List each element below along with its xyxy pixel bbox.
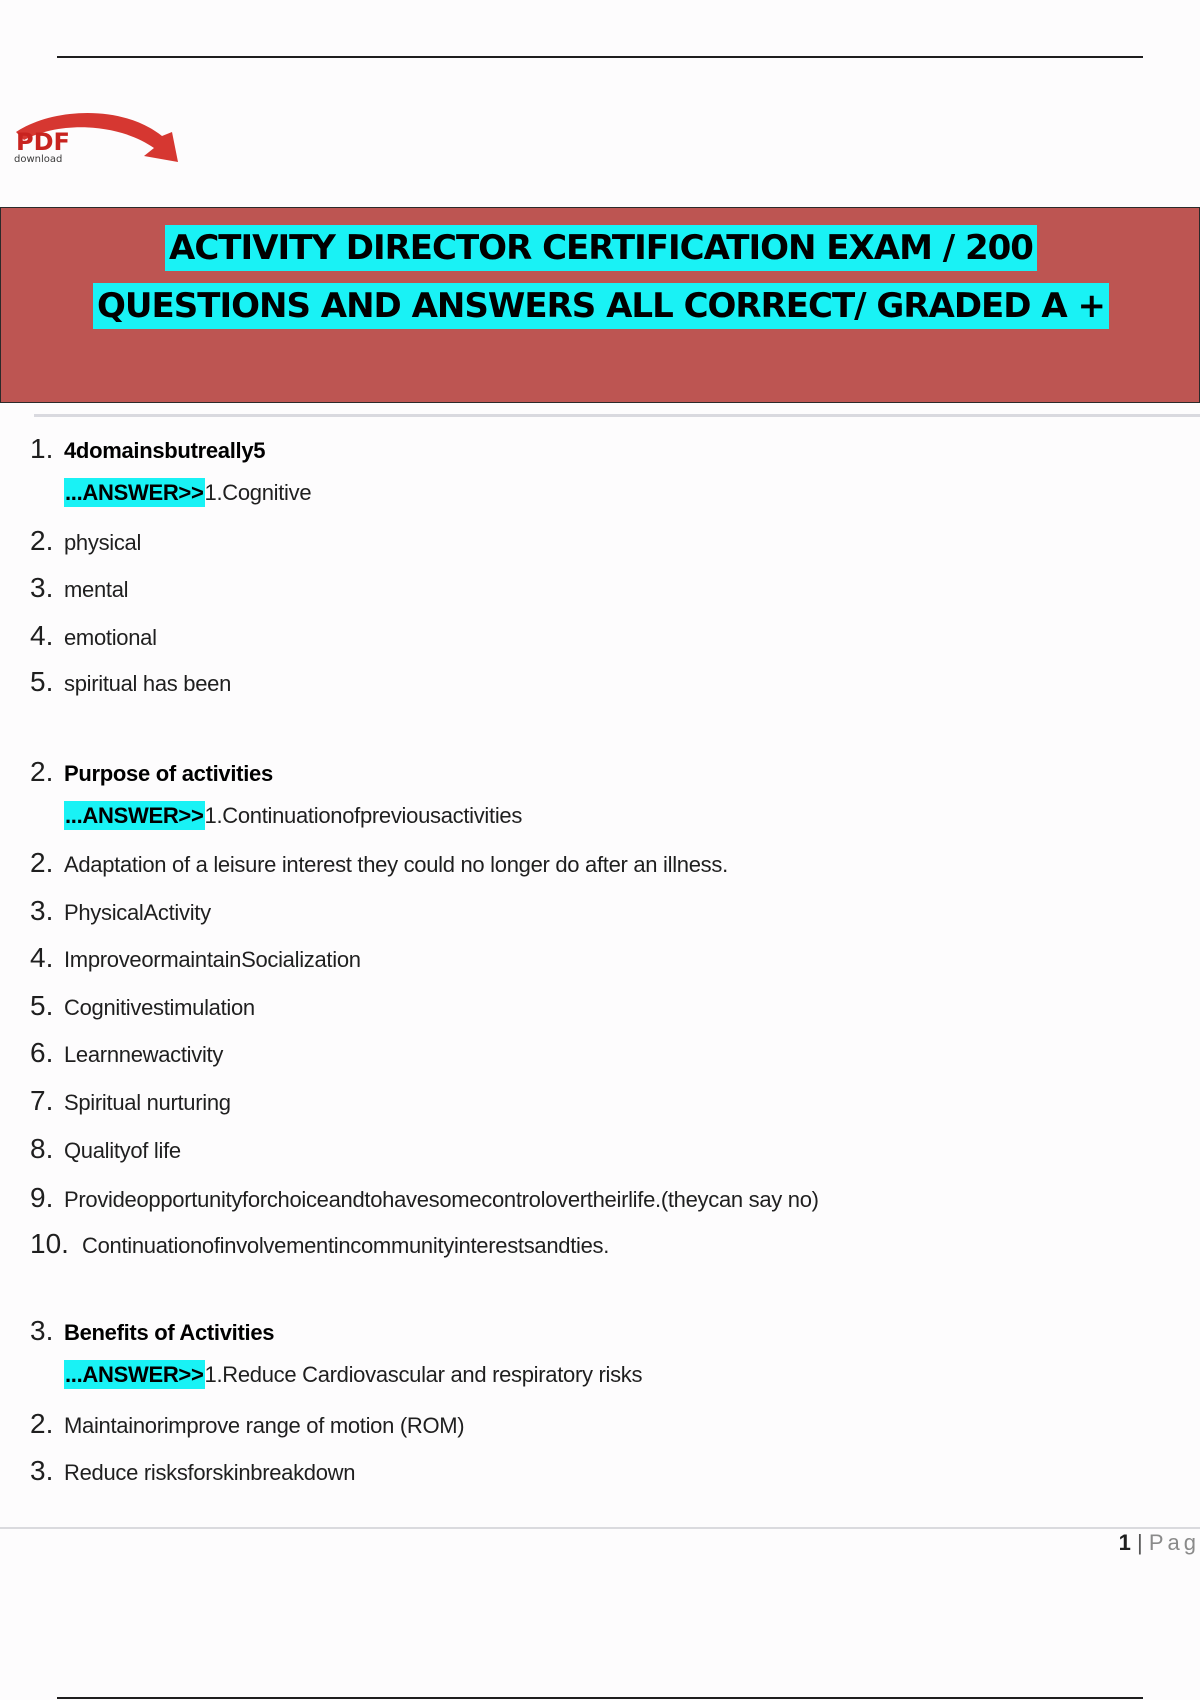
question-number: 1. [30, 433, 54, 464]
question-number: 2. [30, 756, 54, 787]
list-item-text: mental [64, 577, 129, 602]
list-item-text: physical [64, 530, 142, 555]
answer-first-item: 1.Continuationofpreviousactivities [204, 803, 523, 828]
answer-first-item: 1.Reduce Cardiovascular and respiratory risks [204, 1362, 643, 1387]
document-title-2: QUESTIONS AND ANSWERS ALL CORRECT/ GRADED A + [93, 283, 1109, 329]
top-rule [57, 56, 1143, 58]
list-item-text: Reduce risksforskinbreakdown [64, 1460, 356, 1485]
list-item-text: spiritual has been [64, 671, 232, 696]
answer-label: ...ANSWER>> [65, 480, 204, 505]
list-item-number: 3. [30, 572, 54, 603]
list-item-text: Learnnewactivity [64, 1042, 224, 1067]
title-line-1 [1, 228, 1200, 268]
list-item-number: 6. [30, 1037, 54, 1068]
list-item-text: Cognitivestimulation [64, 995, 255, 1020]
list-item-number: 9. [30, 1182, 54, 1213]
answer-label: ...ANSWER>> [65, 803, 204, 828]
footer-divider [0, 1527, 1200, 1529]
list-item-text: ImproveormaintainSocialization [64, 947, 361, 972]
list-item-number: 2. [30, 525, 54, 556]
page-label: Pag [1148, 1530, 1200, 1555]
question-title: Benefits of Activities [64, 1320, 275, 1345]
list-item-number: 5. [30, 990, 54, 1021]
bottom-rule [57, 1697, 1143, 1699]
list-item-number: 4. [30, 942, 54, 973]
answer-3 [64, 1362, 642, 1392]
list-item-text: emotional [64, 625, 157, 650]
banner-divider [34, 414, 1200, 417]
document-title-1: ACTIVITY DIRECTOR CERTIFICATION EXAM / 200 [165, 225, 1037, 271]
list-item-number: 2. [30, 847, 54, 878]
list-item-text: Continuationofinvolvementincommunityinterestsandties. [82, 1233, 610, 1258]
title-line-2 [1, 286, 1200, 326]
list-item-number: 10. [30, 1228, 69, 1259]
list-item-text: Maintainorimprove range of motion (ROM) [64, 1413, 465, 1438]
list-item-text: PhysicalActivity [64, 900, 211, 925]
logo-subtext: download [14, 154, 63, 165]
question-title: Purpose of activities [64, 761, 273, 786]
answer-2 [64, 803, 522, 833]
pdf-arrow-icon [12, 110, 182, 170]
page-separator: | [1137, 1530, 1143, 1555]
list-item-number: 4. [30, 620, 54, 651]
question-number: 3. [30, 1315, 54, 1346]
list-item-number: 3. [30, 895, 54, 926]
answer-label: ...ANSWER>> [65, 1362, 204, 1387]
question-title: 4domainsbutreally5 [64, 438, 266, 463]
list-item-text: Adaptation of a leisure interest they could no longer do after an illness. [64, 852, 728, 877]
logo-pdf-text: PDF [16, 128, 70, 156]
list-item-number: 2. [30, 1408, 54, 1439]
list-item-number: 7. [30, 1085, 54, 1116]
page-number-value: 1 [1118, 1530, 1131, 1555]
pdf-download-logo [12, 110, 182, 170]
list-item-text: Spiritual nurturing [64, 1090, 231, 1115]
list-item-text: Qualityof life [64, 1138, 181, 1163]
answer-1 [64, 480, 311, 510]
title-banner [0, 207, 1200, 403]
list-item-number: 5. [30, 666, 54, 697]
answer-first-item: 1.Cognitive [204, 480, 312, 505]
list-item-number: 3. [30, 1455, 54, 1486]
list-item-number: 8. [30, 1133, 54, 1164]
page-number [1119, 1530, 1200, 1556]
list-item-text: Provideopportunityforchoiceandtohavesomecontrolovertheirlife.(theycan say no) [64, 1187, 819, 1212]
